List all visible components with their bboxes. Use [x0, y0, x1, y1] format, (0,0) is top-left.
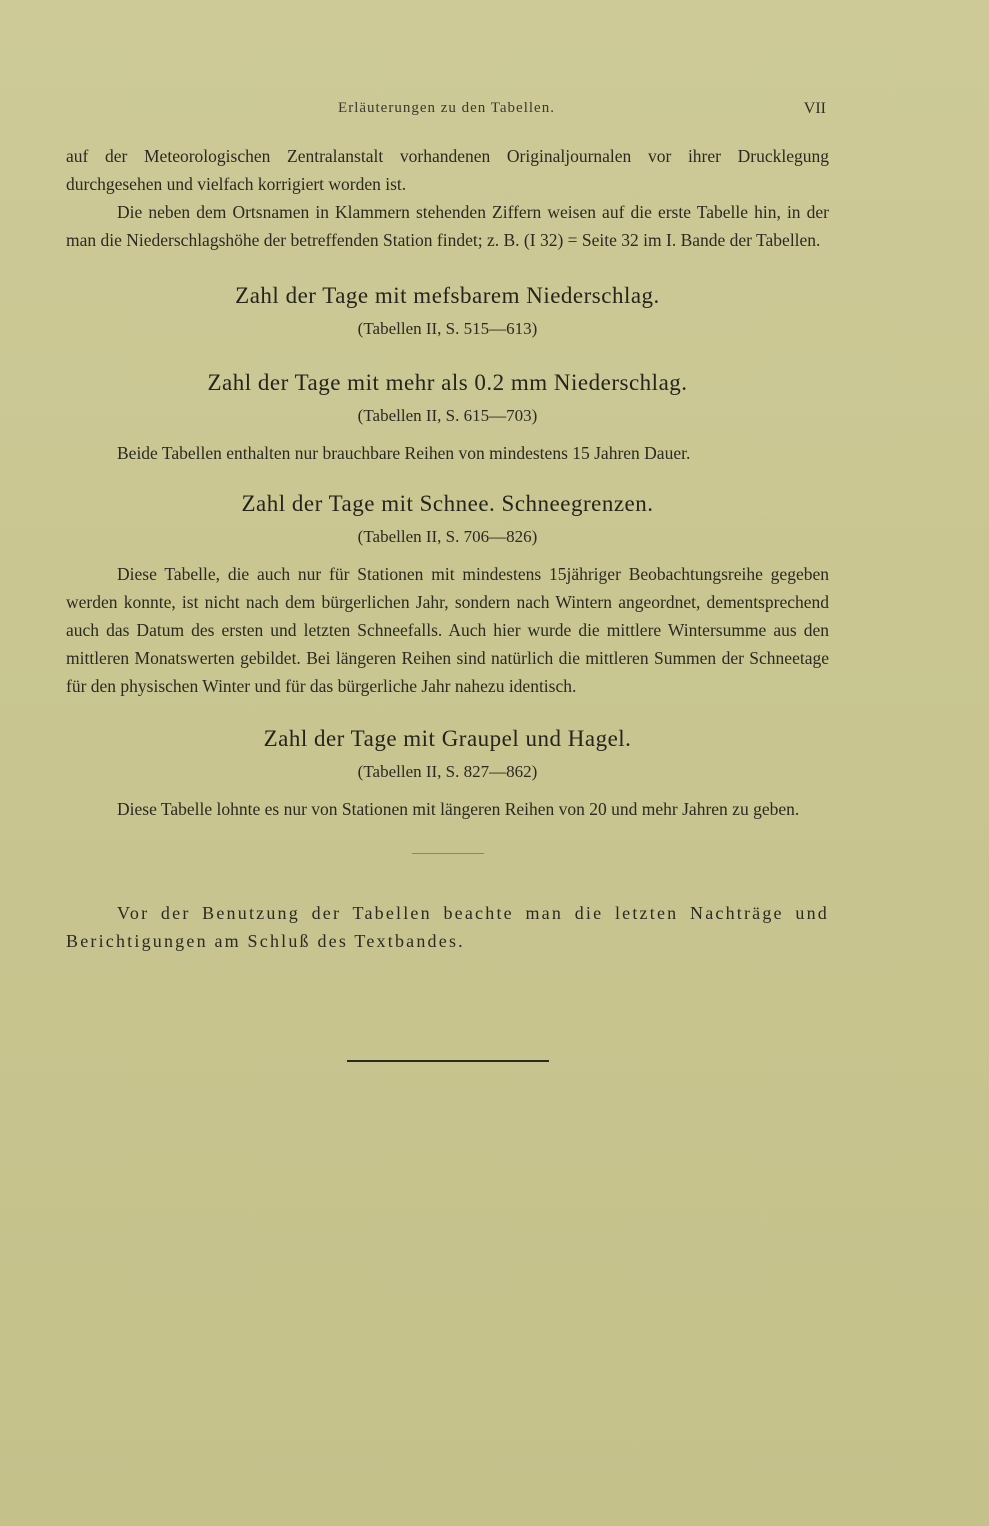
section-reference: (Tabellen II, S. 827—862) — [357, 762, 538, 781]
intro-paragraph-continued: auf der Meteorologischen Zentralanstalt vorhandenen Originaljournalen vor ihrer Drucklegung durchgesehen und vielfach korrigiert worden ist. — [66, 146, 829, 194]
page-body — [66, 142, 829, 1062]
running-title: Erläuterungen zu den Tabellen. — [338, 100, 555, 116]
section-heading-mehr-als-0-2-mm: Zahl der Tage mit mehr als 0.2 mm Niederschlag. — [207, 370, 688, 395]
section-paragraph: Diese Tabelle lohnte es nur von Stationen mit längeren Reihen von 20 und mehr Jahren zu geben. — [117, 799, 800, 819]
running-header — [0, 100, 989, 122]
section-heading-graupel-hagel: Zahl der Tage mit Graupel und Hagel. — [263, 726, 632, 751]
page-number: VII — [803, 100, 826, 117]
section-paragraph: Diese Tabelle, die auch nur für Stationen mit mindestens 15jähriger Beobachtungsreihe gegeben werden konnte, ist nicht nach dem bürgerlichen Jahr, sondern nach Wintern angeordnet, dementsprechend auch das Datum des ersten und letzten Schneefalls. Auch hier wurde die mittlere Wintersumme aus den mittleren Monatswerten gebildet. Bei längeren Reihen sind natürlich die mittleren Summen der Schneetage für den physischen Winter und für das bürgerliche Jahr nahezu identisch. — [66, 564, 829, 696]
end-rule — [347, 1060, 549, 1062]
section-paragraph: Beide Tabellen enthalten nur brauchbare Reihen von mindestens 15 Jahren Dauer. — [117, 443, 691, 463]
section-heading-schnee: Zahl der Tage mit Schnee. Schneegrenzen. — [241, 491, 654, 516]
section-reference: (Tabellen II, S. 615—703) — [357, 406, 538, 425]
notice-paragraph: Vor der Benutzung der Tabellen beachte man die letzten Nachträge und Berichtigungen am Schluß des Textbandes. — [66, 903, 829, 951]
section-reference: (Tabellen II, S. 706—826) — [357, 527, 538, 546]
short-divider — [412, 853, 484, 854]
section-reference: (Tabellen II, S. 515—613) — [357, 319, 538, 338]
section-heading-messbarer-niederschlag: Zahl der Tage mit mefsbarem Niederschlag. — [235, 283, 660, 308]
intro-paragraph-klammern: Die neben dem Ortsnamen in Klammern stehenden Ziffern weisen auf die erste Tabelle hin, in der man die Niederschlagshöhe der betreffenden Station findet; z. B. (I 32) = Seite 32 im I. Bande der Tabellen. — [66, 202, 829, 250]
